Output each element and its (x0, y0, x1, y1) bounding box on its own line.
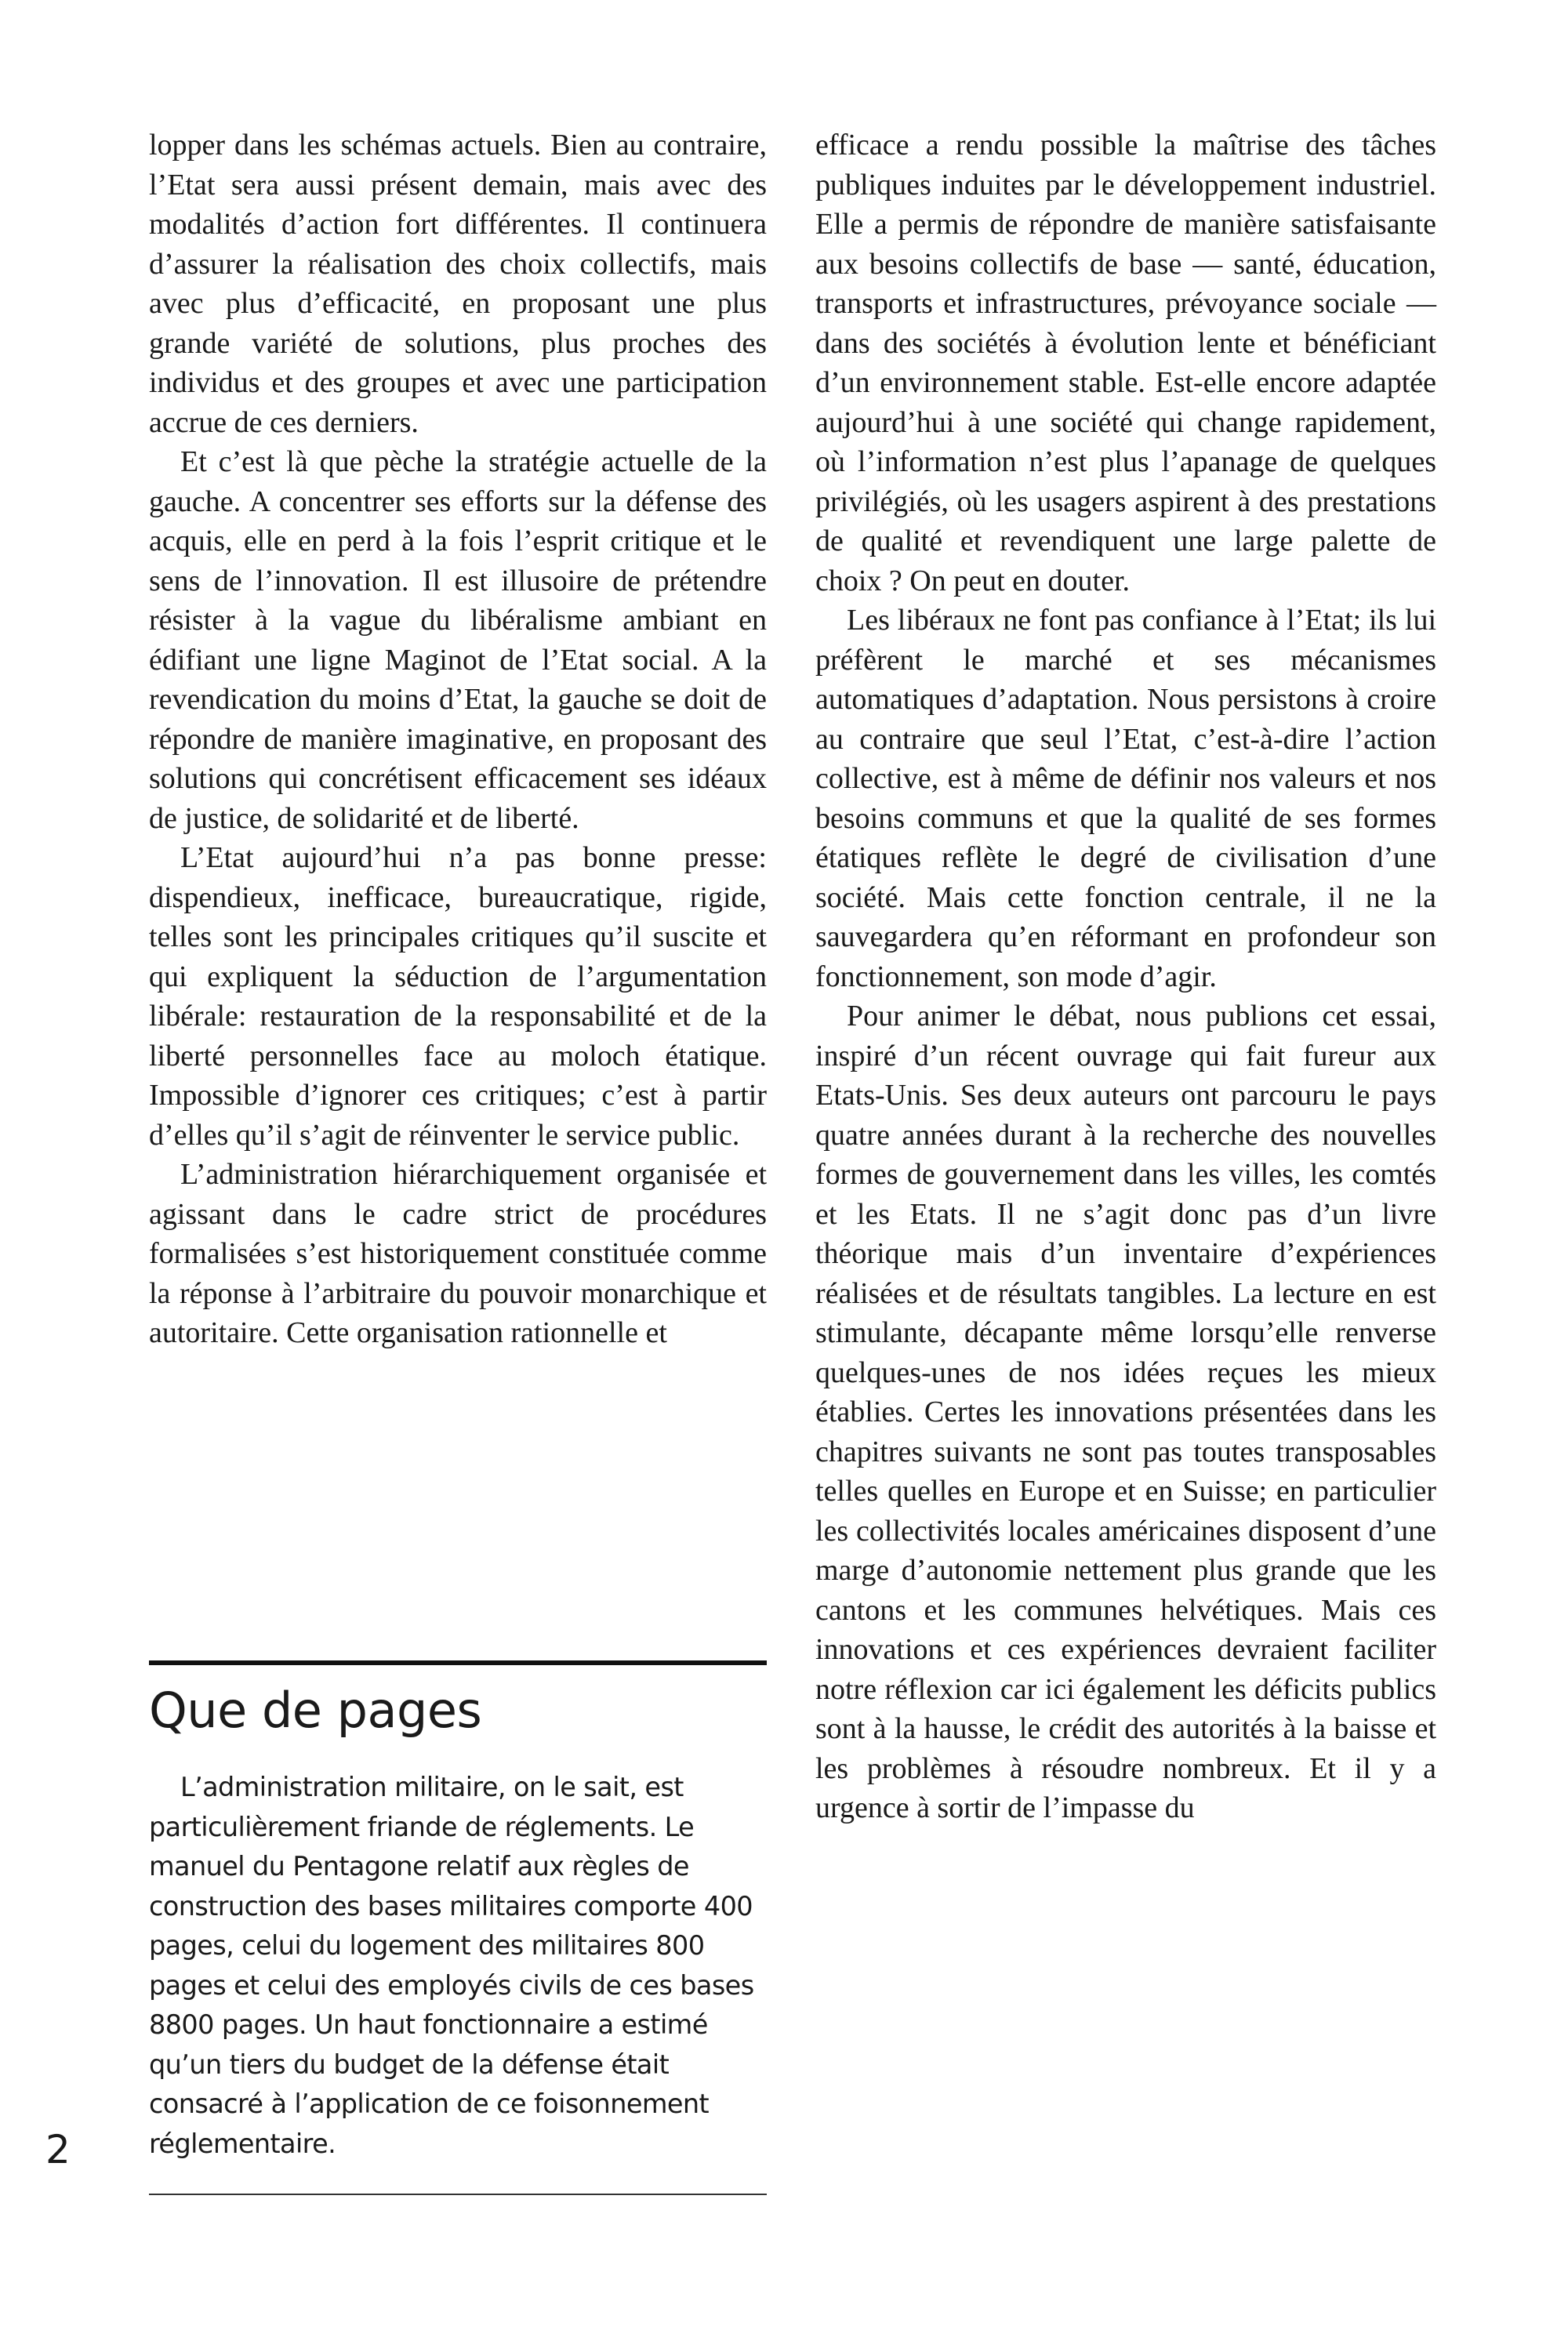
box-bottom-rule (149, 2194, 767, 2195)
paragraph: lopper dans les schémas actuels. Bien au contraire, l’Etat sera aussi présent demain, mais avec des modalités d’action fort différentes. Il continuera d’assurer la réalisation des choix collectifs, mais avec plus d’efficacité, en proposant une plus grande variété de solutions, plus proches des individus et des groupes et avec une participation accrue de ces derniers. (149, 129, 767, 439)
paragraph: L’Etat aujourd’hui n’a pas bonne presse: dispendieux, inefficace, bureaucratique, rigide, telles sont les principales critiques qu’il suscite et qui expliquent la séduction de l’argumentation libérale: restauration de la responsabilité et de la liberté personnelles face au moloch étatique. Impossible d’ignorer ces critiques; c’est à partir d’elles qu’il s’agit de réinventer le service public. (149, 841, 767, 1152)
page-number: 2 (45, 2127, 71, 2172)
paragraph: L’administration hiérarchiquement organisée et agissant dans le cadre strict de procédures formalisées s’est historiquement constituée comme la réponse à l’arbitraire du pouvoir monarchique et autoritaire. Cette organisation rationnelle et (149, 1158, 767, 1349)
paragraph: efficace a rendu possible la maîtrise des tâches publiques induites par le développement industriel. Elle a permis de répondre de manière satisfaisante aux besoins collectifs de base — santé, éducation, transports et infrastructures, prévoyance sociale — dans des sociétés à évolution lente et bénéficiant d’un environnement stable. Est-elle encore adaptée aujourd’hui à une société qui change rapidement, où l’information n’est plus l’apanage de quelques privilégiés, où les usagers aspirent à des prestations de qualité et revendiquent une large palette de choix ? On peut en douter. (815, 129, 1436, 597)
right-column (815, 125, 1436, 1828)
box-top-rule (149, 1660, 767, 1665)
box-title: Que de pages (149, 1682, 482, 1739)
left-column (149, 125, 767, 1353)
box-text: L’administration militaire, on le sait, est particulièrement friande de réglements. Le manuel du Pentagone relatif aux règles de construction des bases militaires comporte 400 pages, celui du logement des militaires 800 pages et celui des employés civils de ces bases 8800 pages. Un haut fonctionnaire a estimé qu’un tiers du budget de la défense était consacré à l’application de ce foisonnement réglementaire. (149, 1772, 754, 2159)
paragraph: Et c’est là que pèche la stratégie actuelle de la gauche. A concentrer ses efforts sur la défense des acquis, elle en perd à la fois l’esprit critique et le sens de l’innovation. Il est illusoire de prétendre résister à la vague du libéralisme ambiant en édifiant une ligne Maginot de l’Etat social. A la revendication du moins d’Etat, la gauche se doit de répondre de manière imaginative, en proposant des solutions qui concrétisent efficacement ses idéaux de justice, de solidarité et de liberté. (149, 445, 767, 835)
paragraph: Les libéraux ne font pas confiance à l’Etat; ils lui préfèrent le marché et ses mécanismes automatiques d’adaptation. Nous persistons à croire au contraire que seul l’Etat, c’est-à-dire l’action collective, est à même de définir nos valeurs et nos besoins communs et que la qualité de ses formes étatiques reflète le degré de civilisation d’une société. Mais cette fonction centrale, il ne la sauvegardera qu’en réformant en profondeur son fonctionnement, son mode d’agir. (815, 604, 1436, 993)
paragraph: Pour animer le débat, nous publions cet essai, inspiré d’un récent ouvrage qui fait fureur aux Etats-Unis. Ses deux auteurs ont parcouru le pays quatre années durant à la recherche des nouvelles formes de gouvernement dans les villes, les comtés et les Etats. Il ne s’agit donc pas d’un livre théorique mais d’un inventaire d’expériences réalisées et de résultats tangibles. La lecture en est stimulante, décapante même lorsqu’elle renverse quelques-unes de nos idées reçues les mieux établies. Certes les innovations présentées dans les chapitres suivants ne sont pas toutes transposables telles quelles en Europe et en Suisse; en particulier les collectivités locales américaines disposent d’une marge d’autonomie nettement plus grande que les cantons et les communes helvétiques. Mais ces innovations et ces expériences devraient faciliter notre réflexion car ici également les déficits publics sont à la hausse, le crédit des autorités à la baisse et les problèmes à résoudre nombreux. Et il y a urgence à sortir de l’impasse du (815, 1000, 1436, 1824)
